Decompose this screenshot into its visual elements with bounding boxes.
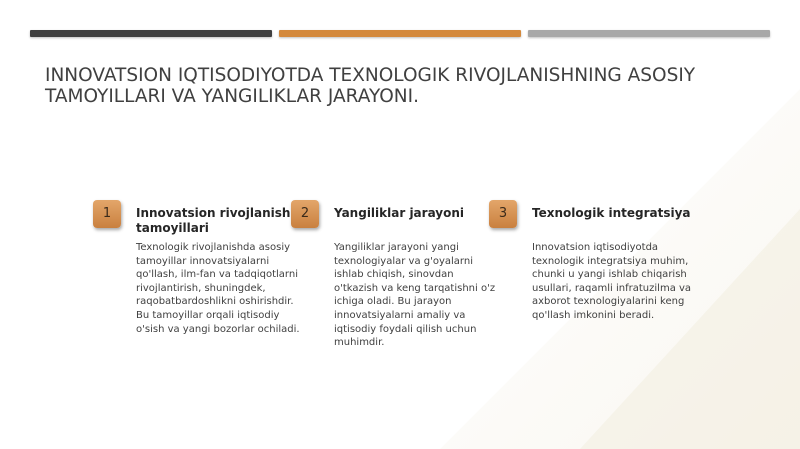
- slide-title: INNOVATSION IQTISODIYOTDA TEXNOLOGIK RIVOJLANISHNING ASOSIY TAMOYILLARI VA YANGILIKLAR JARAYONI.: [45, 65, 696, 107]
- step-body: Yangiliklar jarayoni yangi texnologiyalar va g'oyalarni ishlab chiqish, sinovdan o'tkazish va keng tarqatishni o'z ichiga oladi. Bu jarayon innovatsiyalarni amaliy va iqtisodiy foydali qilish uchun muhimdir.: [334, 242, 496, 349]
- top-accent-bar-orange: [279, 30, 521, 37]
- step-body: Texnologik rivojlanishda asosiy tamoyillar innovatsiyalarni qo'llash, ilm-fan va tadqiqotlarni rivojlantirish, shuningdek, raqobatbardoshlikni oshirishdir. Bu tamoyillar orqali iqtisodiy o'sish va yangi bozorlar ochiladi.: [136, 242, 300, 335]
- step-number-badge: 1: [93, 200, 121, 228]
- step-number-badge: 3: [489, 200, 517, 228]
- step-title: Innovatsion rivojlanish tamoyillari: [136, 206, 291, 235]
- top-accent-bar-dark: [30, 30, 272, 37]
- step-title: Yangiliklar jarayoni: [334, 206, 465, 220]
- step-number-badge: 2: [291, 200, 319, 228]
- step-title: Texnologik integratsiya: [532, 206, 691, 220]
- step-body: Innovatsion iqtisodiyotda texnologik integratsiya muhim, chunki u yangi ishlab chiqarish usullari, raqamli infratuzilma va axborot texnologiyalarini keng qo'llash imkonini beradi.: [532, 242, 692, 321]
- top-accent-bar-gray: [528, 30, 770, 37]
